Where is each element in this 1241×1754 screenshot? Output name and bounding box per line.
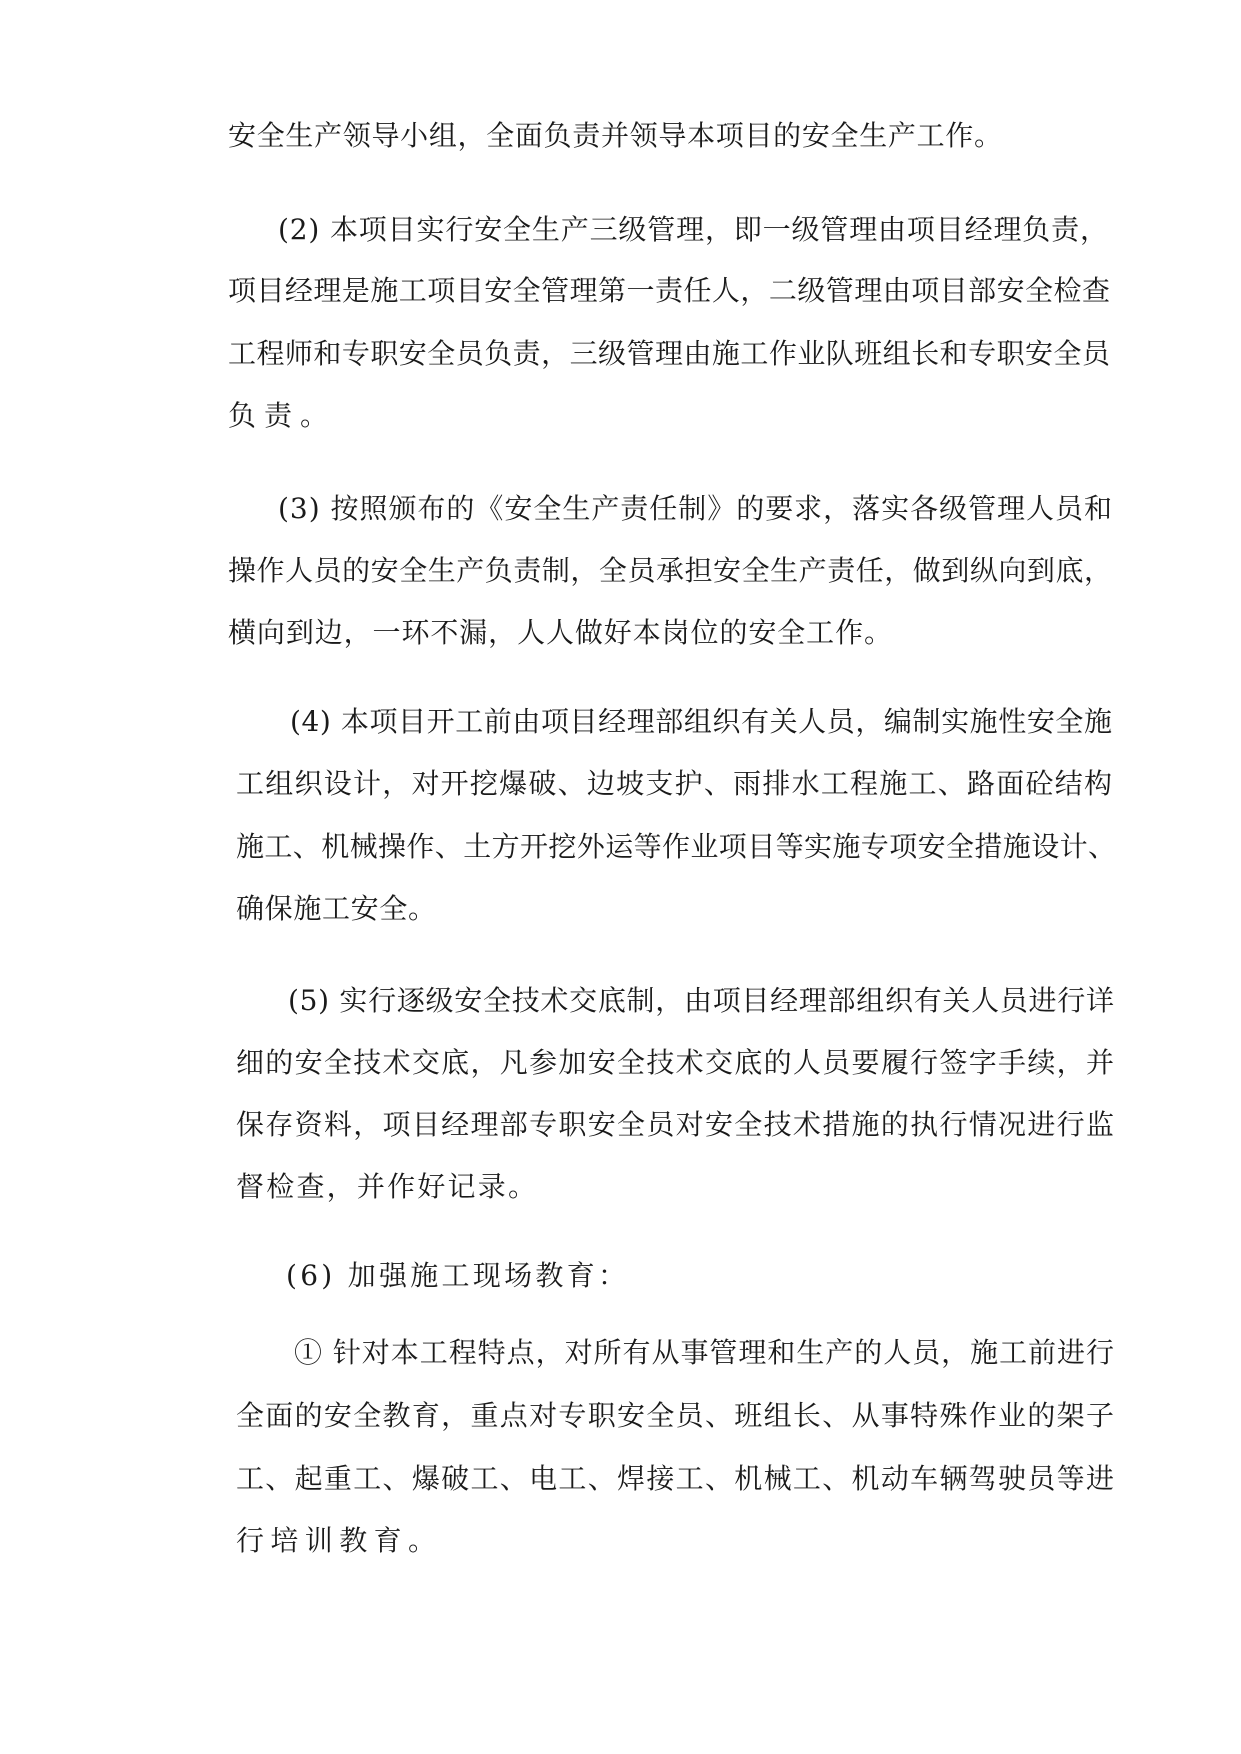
text-line-17: (6) 加强施工现场教育：	[286, 1259, 630, 1292]
text-line-5: 负责。	[228, 399, 336, 432]
text-line-6: (3) 按照颁布的《安全生产责任制》的要求，落实各级管理人员和	[278, 492, 1113, 525]
text-line-2: (2) 本项目实行安全生产三级管理，即一级管理由项目经理负责，	[278, 213, 1109, 246]
text-line-16: 督检查，并作好记录。	[236, 1170, 539, 1203]
text-line-14: 细的安全技术交底，凡参加安全技术交底的人员要履行签字手续，并	[236, 1046, 1116, 1079]
text-line-9: (4) 本项目开工前由项目经理部组织有关人员，编制实施性安全施	[290, 705, 1113, 738]
text-line-8: 横向到边，一环不漏，人人做好本岗位的安全工作。	[228, 616, 893, 649]
text-line-15: 保存资料，项目经理部专职安全员对安全技术措施的执行情况进行监	[236, 1108, 1116, 1141]
text-line-18: ① 针对本工程特点，对所有从事管理和生产的人员，施工前进行	[294, 1336, 1115, 1369]
text-line-12: 确保施工安全。	[236, 892, 437, 925]
text-line-10: 工组织设计，对开挖爆破、边坡支护、雨排水工程施工、路面砼结构	[236, 767, 1114, 800]
text-line-13: (5) 实行逐级安全技术交底制，由项目经理部组织有关人员进行详	[288, 984, 1115, 1017]
text-line-19: 全面的安全教育，重点对专职安全员、班组长、从事特殊作业的架子	[236, 1399, 1116, 1432]
text-line-11: 施工、机械操作、土方开挖外运等作业项目等实施专项安全措施设计、	[236, 830, 1117, 863]
text-line-21: 行培训教育。	[236, 1524, 443, 1557]
text-line-20: 工、起重工、爆破工、电工、焊接工、机械工、机动车辆驾驶员等进	[236, 1462, 1116, 1495]
text-line-1: 安全生产领导小组，全面负责并领导本项目的安全生产工作。	[228, 119, 1003, 152]
text-line-4: 工程师和专职安全员负责，三级管理由施工作业队班组长和专职安全员	[228, 337, 1111, 370]
text-line-7: 操作人员的安全生产负责制，全员承担安全生产责任，做到纵向到底，	[228, 554, 1113, 587]
text-line-3: 项目经理是施工项目安全管理第一责任人，二级管理由项目部安全检查	[228, 274, 1111, 307]
